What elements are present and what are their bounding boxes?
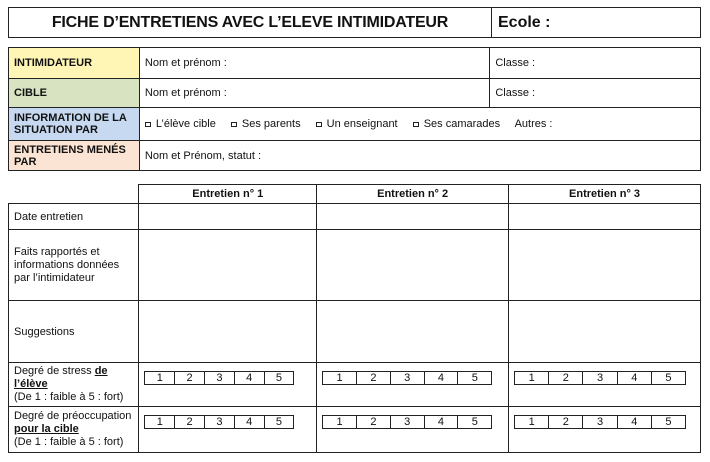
scale-option-2[interactable]: 2 xyxy=(356,416,390,428)
label-cible: CIBLE xyxy=(9,79,140,108)
stress-scale xyxy=(144,371,294,385)
school-field[interactable]: Ecole : xyxy=(491,8,701,37)
checkbox-icon[interactable] xyxy=(231,122,237,127)
scale-option-3[interactable]: 3 xyxy=(390,372,424,384)
suggestions-cell[interactable] xyxy=(139,301,317,363)
scale-option-4[interactable]: 4 xyxy=(234,416,264,428)
page-title: FICHE D’ENTRETIENS AVEC L’ELEVE INTIMIDATEUR xyxy=(51,14,449,31)
suggestions-cell[interactable] xyxy=(509,301,701,363)
scale-option-2[interactable]: 2 xyxy=(174,416,204,428)
title-box xyxy=(8,7,701,38)
column-header: Entretien n° 3 xyxy=(509,185,701,204)
column-header: Entretien n° 2 xyxy=(317,185,509,204)
facts-cell[interactable] xyxy=(317,230,509,301)
label-text: Degré de préoccupation xyxy=(14,410,132,422)
concern-scale xyxy=(514,415,686,429)
scale-option-3[interactable]: 3 xyxy=(582,372,616,384)
scale-option-1[interactable]: 1 xyxy=(528,372,535,384)
label-note: (De 1 : faible à 5 : fort) xyxy=(14,391,124,403)
label-information: INFORMATION DE LA SITUATION PAR xyxy=(9,108,140,141)
scale-option-3[interactable]: 3 xyxy=(204,416,234,428)
empty-corner xyxy=(9,185,139,204)
stress-scale xyxy=(322,371,492,385)
scale-option-5[interactable]: 5 xyxy=(457,416,491,428)
date-cell[interactable] xyxy=(509,204,701,230)
scale-option-5[interactable]: 5 xyxy=(264,372,294,384)
scale-option-1[interactable]: 1 xyxy=(156,416,163,428)
scale-option-4[interactable]: 4 xyxy=(617,372,651,384)
label-text: Degré de stress xyxy=(14,365,95,377)
suggestions-cell[interactable] xyxy=(317,301,509,363)
scale-option-3[interactable]: 3 xyxy=(582,416,616,428)
label-emphasis: pour la cible xyxy=(14,423,79,435)
option-label: Un enseignant xyxy=(326,118,398,130)
scale-option-4[interactable]: 4 xyxy=(424,372,458,384)
row-label-concern xyxy=(9,407,139,453)
concern-scale xyxy=(144,415,294,429)
label-note: (De 1 : faible à 5 : fort) xyxy=(14,436,124,448)
option-enseignant[interactable] xyxy=(316,118,398,130)
scale-option-1[interactable]: 1 xyxy=(156,372,163,384)
scale-option-1[interactable]: 1 xyxy=(336,416,343,428)
facts-cell[interactable] xyxy=(509,230,701,301)
intimidateur-name-field[interactable]: Nom et prénom : xyxy=(139,48,489,79)
option-label: L’élève cible xyxy=(155,118,216,130)
interviewer-field[interactable]: Nom et Prénom, statut : xyxy=(139,141,700,171)
option-eleve-cible[interactable] xyxy=(145,118,216,130)
scale-option-4[interactable]: 4 xyxy=(234,372,264,384)
scale-option-1[interactable]: 1 xyxy=(336,372,343,384)
date-cell[interactable] xyxy=(317,204,509,230)
cible-name-field[interactable]: Nom et prénom : xyxy=(139,79,489,108)
scale-option-4[interactable]: 4 xyxy=(617,416,651,428)
scale-option-2[interactable]: 2 xyxy=(174,372,204,384)
checkbox-icon[interactable] xyxy=(413,122,419,127)
scale-option-3[interactable]: 3 xyxy=(204,372,234,384)
concern-scale xyxy=(322,415,492,429)
date-cell[interactable] xyxy=(139,204,317,230)
label-entretiens-menes: ENTRETIENS MENÉS PAR xyxy=(9,141,140,171)
scale-option-4[interactable]: 4 xyxy=(424,416,458,428)
scale-option-2[interactable]: 2 xyxy=(548,416,582,428)
scale-option-2[interactable]: 2 xyxy=(548,372,582,384)
information-options xyxy=(139,108,700,141)
checkbox-icon[interactable] xyxy=(145,122,151,127)
scale-option-5[interactable]: 5 xyxy=(651,416,685,428)
row-label-facts: Faits rapportés et informations données par l’intimidateur xyxy=(9,230,139,301)
interviews-table xyxy=(8,184,701,453)
scale-option-5[interactable]: 5 xyxy=(264,416,294,428)
checkbox-icon[interactable] xyxy=(316,122,322,127)
option-label: Ses parents xyxy=(241,118,301,130)
intimidateur-class-field[interactable]: Classe : xyxy=(490,48,701,79)
option-label: Ses camarades xyxy=(423,118,501,130)
row-label-date: Date entretien xyxy=(9,204,139,230)
scale-option-1[interactable]: 1 xyxy=(528,416,535,428)
scale-option-5[interactable]: 5 xyxy=(457,372,491,384)
scale-option-3[interactable]: 3 xyxy=(390,416,424,428)
column-header: Entretien n° 1 xyxy=(139,185,317,204)
label-intimidateur: INTIMIDATEUR xyxy=(9,48,140,79)
scale-option-2[interactable]: 2 xyxy=(356,372,390,384)
stress-scale xyxy=(514,371,686,385)
other-field[interactable]: Autres : xyxy=(514,118,553,130)
label-emphasis: de l’élève xyxy=(14,365,108,390)
option-camarades[interactable] xyxy=(413,118,500,130)
scale-option-5[interactable]: 5 xyxy=(651,372,685,384)
option-parents[interactable] xyxy=(231,118,301,130)
row-label-stress xyxy=(9,363,139,407)
info-table xyxy=(8,47,701,171)
cible-class-field[interactable]: Classe : xyxy=(490,79,701,108)
facts-cell[interactable] xyxy=(139,230,317,301)
row-label-suggestions: Suggestions xyxy=(9,301,139,363)
